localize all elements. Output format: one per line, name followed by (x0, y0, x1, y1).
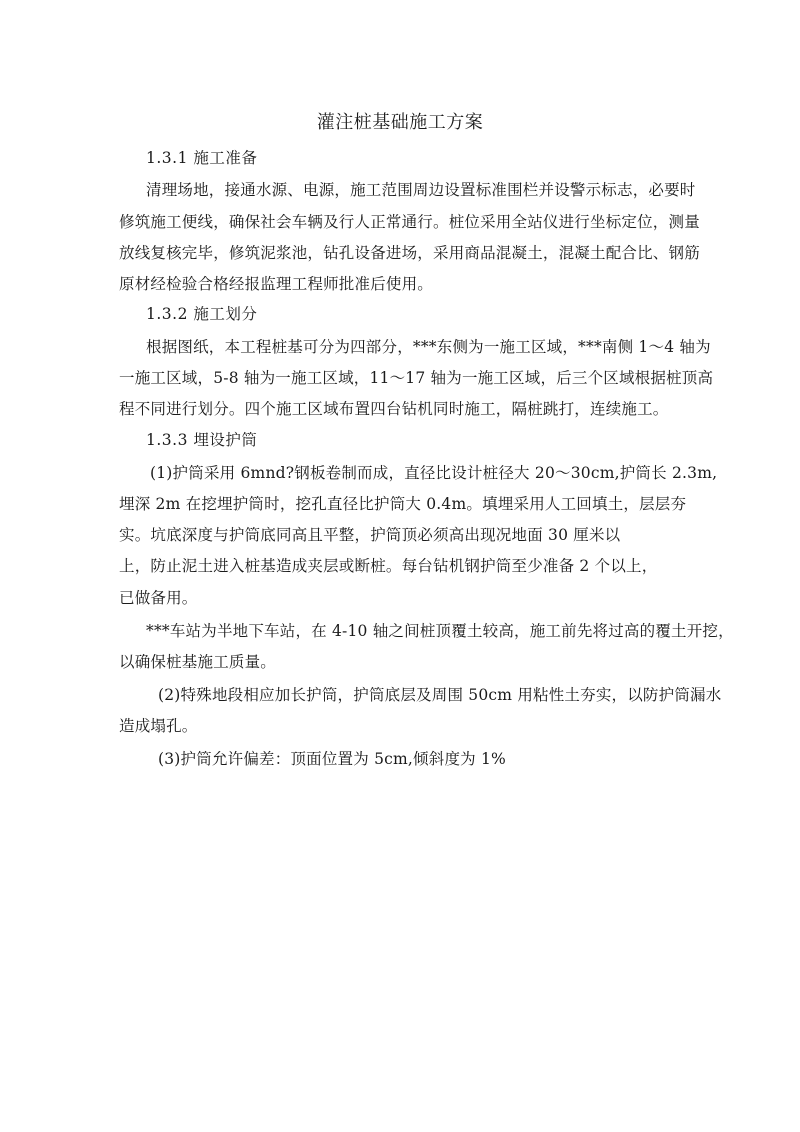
paragraph-line: 放线复核完毕，修筑泥浆池，钻孔设备进场，采用商品混凝土，混凝土配合比、钢筋 (119, 244, 700, 262)
document-title: 灌注桩基础施工方案 (316, 112, 484, 133)
paragraph-line: 清理场地，接通水源、电源，施工范围周边设置标准围栏并设警示标志，必要时 (146, 181, 696, 199)
paragraph-line: 埋深 2m 在挖埋护筒时，挖孔直径比护筒大 0.4m。填埋采用人工回填土，层层夯 (119, 495, 687, 513)
section-heading-1-3-3: 1.3.3 埋设护筒 (146, 431, 258, 449)
paragraph-line: 原材经检验合格经报监理工程师批准后使用。 (119, 275, 434, 293)
paragraph-line: (1)护筒采用 6mnd?钢板卷制而成，直径比设计桩径大 20～30cm,护筒长 2.3m, (150, 464, 718, 482)
paragraph-line: 程不同进行划分。四个施工区域布置四台钻机同时施工，隔桩跳打，连续施工。 (119, 400, 669, 418)
paragraph-line: 修筑施工便线，确保社会车辆及行人正常通行。桩位采用全站仪进行坐标定位，测量 (119, 213, 700, 231)
paragraph-line: ***车站为半地下车站，在 4-10 轴之间桩顶覆土较高，施工前先将过高的覆土开挖， (146, 622, 734, 640)
paragraph-line: 以确保桩基施工质量。 (119, 653, 277, 671)
section-heading-1-3-2: 1.3.2 施工划分 (146, 305, 258, 323)
section-heading-1-3-1: 1.3.1 施工准备 (146, 149, 258, 167)
paragraph-line: 一施工区域，5-8 轴为一施工区域，11～17 轴为一施工区域，后三个区域根据桩顶高 (119, 369, 714, 387)
paragraph-line: 实。坑底深度与护筒底同高且平整，护筒顶必须高出现况地面 30 厘米以 (119, 526, 621, 544)
paragraph-line: 造成塌孔。 (119, 717, 198, 735)
paragraph-line: (2)特殊地段相应加长护筒，护筒底层及周围 50cm 用粘性土夯实，以防护筒漏水 (158, 686, 722, 704)
paragraph-line: (3)护筒允许偏差：顶面位置为 5cm,倾斜度为 1% (158, 750, 506, 768)
paragraph-line: 已做备用。 (119, 589, 198, 607)
paragraph-line: 根据图纸，本工程桩基可分为四部分，***东侧为一施工区域，***南侧 1～4 轴为 (146, 338, 711, 356)
paragraph-line: 上，防止泥土进入桩基造成夹层或断桩。每台钻机钢护筒至少准备 2 个以上， (119, 557, 658, 575)
